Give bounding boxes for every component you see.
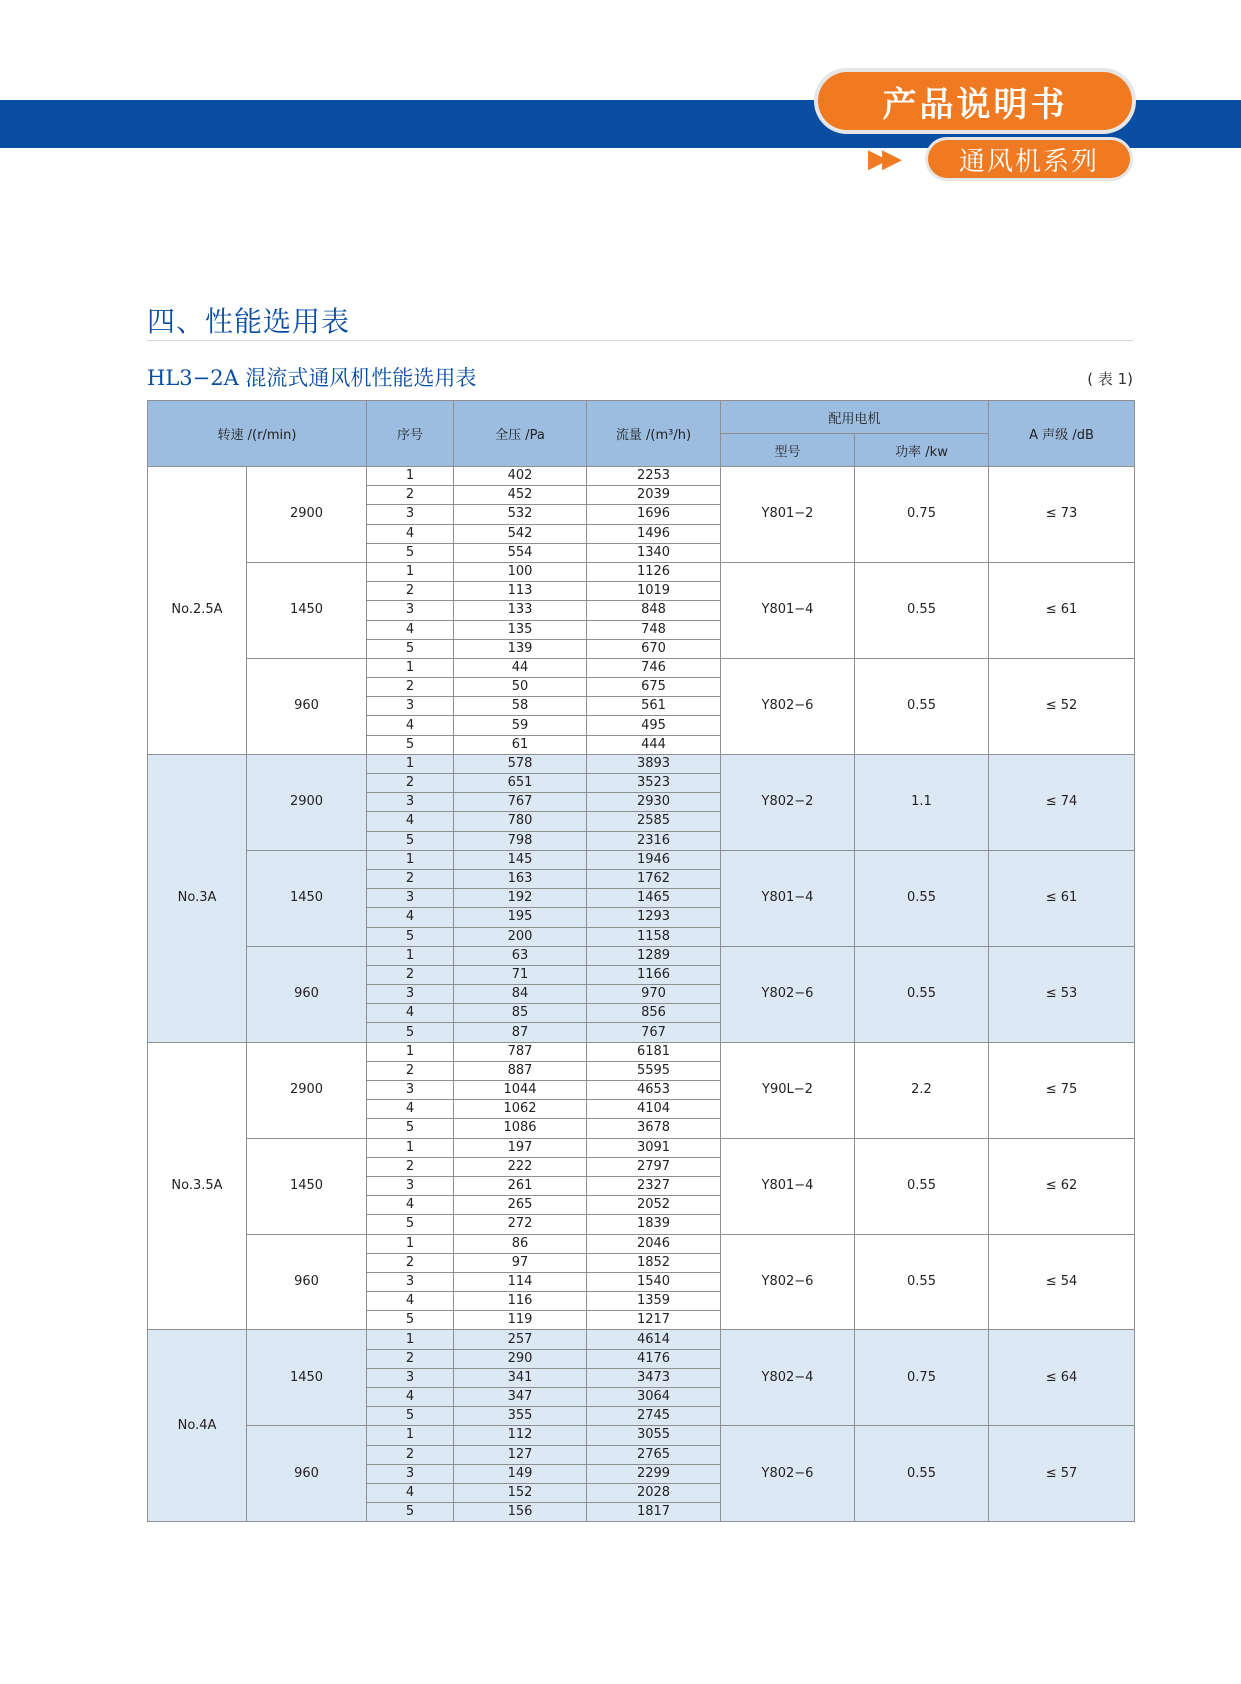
motor-model-cell: Y802−6 [721, 658, 855, 754]
motor-power-cell: 0.75 [855, 467, 989, 563]
seq-cell: 2 [367, 965, 454, 984]
pressure-cell: 532 [454, 505, 587, 524]
flow-cell: 767 [587, 1023, 721, 1042]
pressure-cell: 86 [454, 1234, 587, 1253]
flow-cell: 4614 [587, 1330, 721, 1349]
col-motor: 配用电机 [721, 401, 989, 434]
flow-cell: 1293 [587, 908, 721, 927]
seq-cell: 2 [367, 1349, 454, 1368]
seq-cell: 3 [367, 1368, 454, 1387]
seq-cell: 1 [367, 658, 454, 677]
seq-cell: 3 [367, 505, 454, 524]
pressure-cell: 554 [454, 543, 587, 562]
flow-cell: 848 [587, 601, 721, 620]
seq-cell: 4 [367, 1100, 454, 1119]
pressure-cell: 44 [454, 658, 587, 677]
seq-cell: 5 [367, 639, 454, 658]
pressure-cell: 1062 [454, 1100, 587, 1119]
flow-cell: 3055 [587, 1426, 721, 1445]
noise-cell: ≤ 73 [989, 467, 1135, 563]
flow-cell: 2765 [587, 1445, 721, 1464]
seq-cell: 1 [367, 1330, 454, 1349]
flow-cell: 2797 [587, 1157, 721, 1176]
seq-cell: 4 [367, 1292, 454, 1311]
noise-cell: ≤ 75 [989, 1042, 1135, 1138]
speed-cell: 1450 [247, 562, 367, 658]
motor-power-cell: 0.55 [855, 946, 989, 1042]
motor-model-cell: Y802−2 [721, 754, 855, 850]
flow-cell: 1289 [587, 946, 721, 965]
table-row [148, 1234, 1135, 1253]
flow-cell: 2028 [587, 1483, 721, 1502]
pressure-cell: 135 [454, 620, 587, 639]
flow-cell: 1839 [587, 1215, 721, 1234]
seq-cell: 2 [367, 774, 454, 793]
table-row [148, 1138, 1135, 1157]
seq-cell: 5 [367, 1503, 454, 1522]
series-badge-wrap [868, 140, 1132, 180]
seq-cell: 5 [367, 1311, 454, 1330]
seq-cell: 3 [367, 1272, 454, 1291]
seq-cell: 5 [367, 1119, 454, 1138]
pressure-cell: 1044 [454, 1081, 587, 1100]
pressure-cell: 1086 [454, 1119, 587, 1138]
flow-cell: 856 [587, 1004, 721, 1023]
flow-cell: 444 [587, 735, 721, 754]
table-row [148, 946, 1135, 965]
pressure-cell: 197 [454, 1138, 587, 1157]
pressure-cell: 112 [454, 1426, 587, 1445]
pressure-cell: 85 [454, 1004, 587, 1023]
motor-power-cell: 0.55 [855, 1426, 989, 1522]
col-speed: 转速 /(r/min) [148, 401, 367, 467]
noise-cell: ≤ 64 [989, 1330, 1135, 1426]
noise-cell: ≤ 61 [989, 850, 1135, 946]
pressure-cell: 798 [454, 831, 587, 850]
motor-power-cell: 1.1 [855, 754, 989, 850]
pressure-cell: 156 [454, 1503, 587, 1522]
col-noise: A 声级 /dB [989, 401, 1135, 467]
seq-cell: 4 [367, 1388, 454, 1407]
flow-cell: 6181 [587, 1042, 721, 1061]
flow-cell: 1359 [587, 1292, 721, 1311]
seq-cell: 5 [367, 1407, 454, 1426]
pressure-cell: 113 [454, 582, 587, 601]
motor-model-cell: Y801−4 [721, 562, 855, 658]
pressure-cell: 265 [454, 1196, 587, 1215]
performance-table [147, 400, 1135, 1522]
flow-cell: 1340 [587, 543, 721, 562]
motor-model-cell: Y802−4 [721, 1330, 855, 1426]
seq-cell: 2 [367, 869, 454, 888]
pressure-cell: 780 [454, 812, 587, 831]
flow-cell: 1019 [587, 582, 721, 601]
seq-cell: 2 [367, 1157, 454, 1176]
pressure-cell: 145 [454, 850, 587, 869]
table-row [148, 1330, 1135, 1349]
pressure-cell: 192 [454, 889, 587, 908]
seq-cell: 3 [367, 889, 454, 908]
series-badge: 通风机系列 [928, 140, 1130, 178]
flow-cell: 1126 [587, 562, 721, 581]
fan-model-cell: No.4A [148, 1330, 247, 1522]
pressure-cell: 341 [454, 1368, 587, 1387]
table-row [148, 850, 1135, 869]
seq-cell: 2 [367, 1061, 454, 1080]
seq-cell: 1 [367, 1234, 454, 1253]
seq-cell: 2 [367, 678, 454, 697]
flow-cell: 1817 [587, 1503, 721, 1522]
pressure-cell: 542 [454, 524, 587, 543]
flow-cell: 3523 [587, 774, 721, 793]
col-pressure: 全压 /Pa [454, 401, 587, 467]
motor-power-cell: 2.2 [855, 1042, 989, 1138]
seq-cell: 4 [367, 1004, 454, 1023]
seq-cell: 5 [367, 735, 454, 754]
flow-cell: 1496 [587, 524, 721, 543]
seq-cell: 1 [367, 1426, 454, 1445]
pressure-cell: 651 [454, 774, 587, 793]
seq-cell: 3 [367, 697, 454, 716]
pressure-cell: 116 [454, 1292, 587, 1311]
motor-power-cell: 0.55 [855, 1234, 989, 1330]
seq-cell: 5 [367, 1023, 454, 1042]
motor-model-cell: Y802−6 [721, 946, 855, 1042]
pressure-cell: 119 [454, 1311, 587, 1330]
flow-cell: 3091 [587, 1138, 721, 1157]
flow-cell: 5595 [587, 1061, 721, 1080]
pressure-cell: 195 [454, 908, 587, 927]
motor-power-cell: 0.55 [855, 1138, 989, 1234]
speed-cell: 960 [247, 658, 367, 754]
performance-table-body [148, 467, 1135, 1522]
pressure-cell: 347 [454, 1388, 587, 1407]
col-seq: 序号 [367, 401, 454, 467]
pressure-cell: 59 [454, 716, 587, 735]
pressure-cell: 50 [454, 678, 587, 697]
seq-cell: 1 [367, 850, 454, 869]
double-arrow-icon: ▶▶ [868, 144, 896, 174]
flow-cell: 748 [587, 620, 721, 639]
pressure-cell: 84 [454, 985, 587, 1004]
flow-cell: 3678 [587, 1119, 721, 1138]
flow-cell: 1465 [587, 889, 721, 908]
seq-cell: 2 [367, 1253, 454, 1272]
table-number: ( 表 1) [1087, 370, 1133, 388]
flow-cell: 2039 [587, 486, 721, 505]
seq-cell: 1 [367, 467, 454, 486]
speed-cell: 960 [247, 946, 367, 1042]
pressure-cell: 114 [454, 1272, 587, 1291]
seq-cell: 1 [367, 1138, 454, 1157]
col-model: 型号 [721, 434, 855, 467]
table-title: HL3−2A 混流式通风机性能选用表 [147, 366, 477, 390]
speed-cell: 2900 [247, 1042, 367, 1138]
noise-cell: ≤ 53 [989, 946, 1135, 1042]
speed-cell: 1450 [247, 850, 367, 946]
speed-cell: 1450 [247, 1138, 367, 1234]
motor-power-cell: 0.55 [855, 562, 989, 658]
seq-cell: 2 [367, 1445, 454, 1464]
motor-model-cell: Y90L−2 [721, 1042, 855, 1138]
brand-badge: 产品说明书 [818, 72, 1132, 130]
flow-cell: 1166 [587, 965, 721, 984]
flow-cell: 495 [587, 716, 721, 735]
noise-cell: ≤ 62 [989, 1138, 1135, 1234]
table-row [148, 658, 1135, 677]
speed-cell: 2900 [247, 467, 367, 563]
flow-cell: 4176 [587, 1349, 721, 1368]
flow-cell: 746 [587, 658, 721, 677]
pressure-cell: 61 [454, 735, 587, 754]
flow-cell: 2046 [587, 1234, 721, 1253]
seq-cell: 3 [367, 1176, 454, 1195]
pressure-cell: 200 [454, 927, 587, 946]
seq-cell: 2 [367, 582, 454, 601]
flow-cell: 2316 [587, 831, 721, 850]
seq-cell: 1 [367, 946, 454, 965]
flow-cell: 2253 [587, 467, 721, 486]
table-row [148, 1426, 1135, 1445]
flow-cell: 1946 [587, 850, 721, 869]
col-flow: 流量 /(m³/h) [587, 401, 721, 467]
seq-cell: 3 [367, 793, 454, 812]
col-power: 功率 /kw [855, 434, 989, 467]
flow-cell: 2052 [587, 1196, 721, 1215]
pressure-cell: 272 [454, 1215, 587, 1234]
section-divider [147, 340, 1133, 341]
motor-power-cell: 0.55 [855, 658, 989, 754]
pressure-cell: 100 [454, 562, 587, 581]
flow-cell: 2745 [587, 1407, 721, 1426]
flow-cell: 675 [587, 678, 721, 697]
seq-cell: 5 [367, 831, 454, 850]
section-title: 四、性能选用表 [147, 305, 351, 338]
flow-cell: 3893 [587, 754, 721, 773]
table-row [148, 562, 1135, 581]
pressure-cell: 87 [454, 1023, 587, 1042]
pressure-cell: 290 [454, 1349, 587, 1368]
pressure-cell: 257 [454, 1330, 587, 1349]
seq-cell: 2 [367, 486, 454, 505]
flow-cell: 970 [587, 985, 721, 1004]
pressure-cell: 152 [454, 1483, 587, 1502]
flow-cell: 4653 [587, 1081, 721, 1100]
seq-cell: 1 [367, 1042, 454, 1061]
pressure-cell: 767 [454, 793, 587, 812]
flow-cell: 1158 [587, 927, 721, 946]
flow-cell: 2585 [587, 812, 721, 831]
flow-cell: 1696 [587, 505, 721, 524]
flow-cell: 1762 [587, 869, 721, 888]
flow-cell: 1540 [587, 1272, 721, 1291]
seq-cell: 3 [367, 985, 454, 1004]
noise-cell: ≤ 52 [989, 658, 1135, 754]
flow-cell: 2299 [587, 1464, 721, 1483]
pressure-cell: 139 [454, 639, 587, 658]
seq-cell: 4 [367, 524, 454, 543]
flow-cell: 561 [587, 697, 721, 716]
noise-cell: ≤ 57 [989, 1426, 1135, 1522]
flow-cell: 3064 [587, 1388, 721, 1407]
pressure-cell: 402 [454, 467, 587, 486]
pressure-cell: 97 [454, 1253, 587, 1272]
seq-cell: 1 [367, 754, 454, 773]
seq-cell: 5 [367, 543, 454, 562]
pressure-cell: 149 [454, 1464, 587, 1483]
pressure-cell: 133 [454, 601, 587, 620]
seq-cell: 4 [367, 1483, 454, 1502]
pressure-cell: 261 [454, 1176, 587, 1195]
noise-cell: ≤ 74 [989, 754, 1135, 850]
motor-model-cell: Y802−6 [721, 1426, 855, 1522]
motor-model-cell: Y801−4 [721, 1138, 855, 1234]
flow-cell: 2327 [587, 1176, 721, 1195]
fan-model-cell: No.3.5A [148, 1042, 247, 1330]
seq-cell: 3 [367, 1464, 454, 1483]
fan-model-cell: No.3A [148, 754, 247, 1042]
seq-cell: 1 [367, 562, 454, 581]
seq-cell: 4 [367, 1196, 454, 1215]
pressure-cell: 71 [454, 965, 587, 984]
pressure-cell: 163 [454, 869, 587, 888]
table-row [148, 1042, 1135, 1061]
seq-cell: 5 [367, 1215, 454, 1234]
motor-power-cell: 0.75 [855, 1330, 989, 1426]
seq-cell: 4 [367, 620, 454, 639]
noise-cell: ≤ 61 [989, 562, 1135, 658]
motor-model-cell: Y801−2 [721, 467, 855, 563]
pressure-cell: 887 [454, 1061, 587, 1080]
pressure-cell: 222 [454, 1157, 587, 1176]
fan-model-cell: No.2.5A [148, 467, 247, 755]
pressure-cell: 58 [454, 697, 587, 716]
flow-cell: 1217 [587, 1311, 721, 1330]
pressure-cell: 787 [454, 1042, 587, 1061]
pressure-cell: 578 [454, 754, 587, 773]
flow-cell: 4104 [587, 1100, 721, 1119]
flow-cell: 670 [587, 639, 721, 658]
pressure-cell: 63 [454, 946, 587, 965]
pressure-cell: 355 [454, 1407, 587, 1426]
speed-cell: 960 [247, 1234, 367, 1330]
seq-cell: 3 [367, 601, 454, 620]
pressure-cell: 127 [454, 1445, 587, 1464]
motor-model-cell: Y802−6 [721, 1234, 855, 1330]
table-row [148, 754, 1135, 773]
speed-cell: 960 [247, 1426, 367, 1522]
seq-cell: 4 [367, 716, 454, 735]
motor-power-cell: 0.55 [855, 850, 989, 946]
flow-cell: 2930 [587, 793, 721, 812]
seq-cell: 3 [367, 1081, 454, 1100]
seq-cell: 4 [367, 908, 454, 927]
noise-cell: ≤ 54 [989, 1234, 1135, 1330]
pressure-cell: 452 [454, 486, 587, 505]
speed-cell: 2900 [247, 754, 367, 850]
seq-cell: 5 [367, 927, 454, 946]
flow-cell: 1852 [587, 1253, 721, 1272]
motor-model-cell: Y801−4 [721, 850, 855, 946]
flow-cell: 3473 [587, 1368, 721, 1387]
seq-cell: 4 [367, 812, 454, 831]
speed-cell: 1450 [247, 1330, 367, 1426]
table-row [148, 467, 1135, 486]
